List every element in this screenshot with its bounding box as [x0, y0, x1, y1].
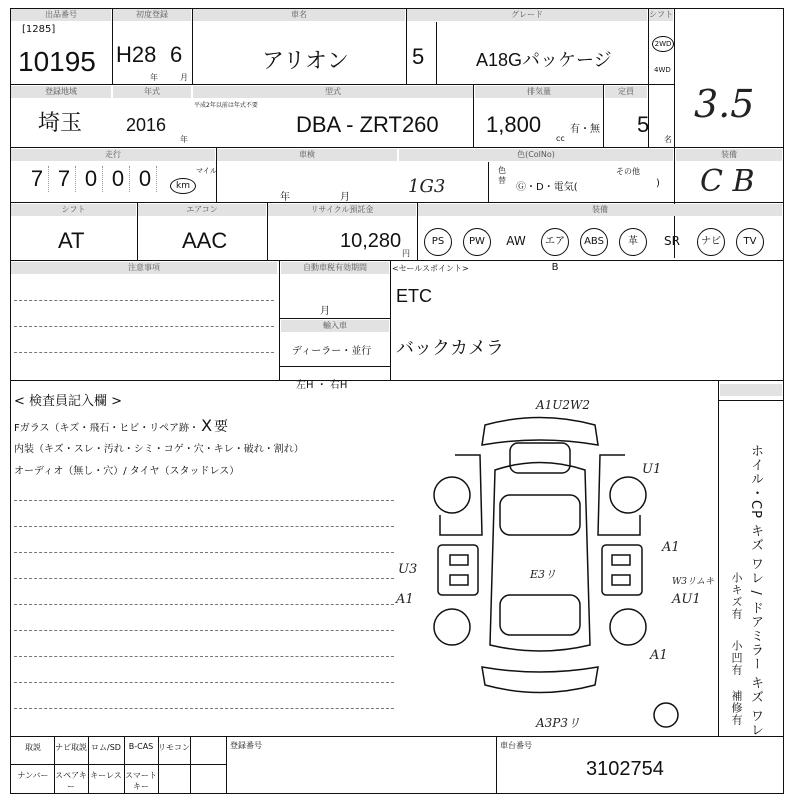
equipment-item: PW [463, 228, 491, 256]
handle-side: 左H ・ 右H [296, 380, 348, 391]
mark-door-r3: AU1 [672, 592, 701, 607]
mark-roof: E3リ [530, 568, 557, 581]
footer-cell: スペアキー [55, 771, 87, 791]
mileage-digit: 7 [26, 166, 49, 192]
side-note: ホイル・CP キズ ワレ / ドアミラー キズ ワレ [748, 444, 763, 738]
equipment-item: ナビ [697, 228, 725, 256]
model-year: 2016 [126, 115, 167, 135]
lot-header: 出品番号 [11, 9, 111, 21]
mileage-digit: 7 [53, 166, 76, 192]
transmission: AT [58, 228, 85, 253]
door-count: 5 [412, 44, 425, 69]
sales-point-1: ETC [396, 286, 432, 306]
equipment-item: 革 [619, 228, 647, 256]
footer-bot-cells [12, 770, 226, 791]
mark-rear-fender-r: A1 [650, 648, 668, 663]
reg-month: 6 [170, 42, 183, 67]
footer-cell: リモコン [158, 743, 190, 752]
shift-header: シフト [649, 10, 673, 19]
mark-door-l: U3 [398, 562, 418, 577]
equipment-item: AW [506, 234, 526, 248]
mileage-digits [26, 166, 157, 192]
dealer-option: ディーラー・並行 [292, 346, 372, 357]
color-code: 1G3 [408, 176, 446, 197]
footer-cell: ロム/SD [91, 743, 121, 752]
drive-2wd: 2WD [652, 36, 674, 52]
footer-cell: 取説 [25, 743, 41, 752]
footer-cell: キーレス [90, 771, 122, 780]
mark-fender-r: U1 [642, 462, 662, 477]
chassis-number: 3102754 [586, 758, 664, 780]
footer-cell: ナビ取説 [55, 743, 87, 752]
mark-rear: A3P3リ [536, 716, 581, 730]
mark-front: A1U2W2 [536, 398, 591, 412]
mark-door-l2: A1 [396, 592, 414, 607]
equipment-item: PS [424, 228, 452, 256]
inspector-line-3: オーディオ（無し・穴）/ タイヤ（スタッドレス） [14, 466, 240, 477]
grade-header: グレード [407, 9, 647, 21]
interior-grade: C B [700, 164, 755, 199]
mark-door-r1: A1 [662, 540, 680, 555]
turbo-option: 有・無 [570, 124, 600, 135]
mileage-digit: 0 [134, 166, 157, 192]
fuel-type: Ⓖ・D・電気( [516, 182, 578, 193]
equipment-item: TV [736, 228, 764, 256]
inspector-header: < 検査員記入欄 > [14, 394, 123, 409]
footer-cell: スマートキー [125, 771, 157, 791]
equipment-item: ABS [580, 228, 608, 256]
km-unit: km [170, 178, 196, 194]
reg-header: 初度登録 [113, 9, 191, 21]
sales-point-2: バックカメラ [396, 338, 504, 358]
inspector-line-1: Fガラス（キズ・飛石・ヒビ・リペア跡・ X 要 [14, 416, 229, 435]
inspector-line-2: 内装（キズ・スレ・汚れ・シミ・コゲ・穴・キレ・破れ・割れ） [14, 444, 304, 455]
frame-left [10, 8, 11, 794]
grade-value: A18Gパッケージ [476, 50, 612, 70]
car-diagram [400, 395, 720, 735]
score: 3.5 [694, 82, 755, 126]
model-code: DBA - ZRT260 [296, 112, 439, 137]
footer-cell: ナンバー [17, 771, 49, 780]
footer-cell: B-CAS [128, 742, 154, 751]
equipment-list [424, 228, 782, 273]
recycle-fee: 10,280 [340, 230, 402, 252]
footer-top-cells [12, 742, 226, 760]
reg-era: H28 [116, 42, 157, 67]
displacement: 1,800 [486, 112, 542, 137]
capacity: 5 [637, 112, 650, 137]
equipment-item: SR [664, 234, 680, 248]
lot-bracket: [1285] [22, 24, 56, 35]
region: 埼玉 [38, 110, 83, 135]
aircon: AAC [182, 228, 228, 253]
car-name: アリオン [262, 48, 349, 73]
mark-door-r2: W3リムキ [672, 577, 714, 587]
lot-number: 10195 [18, 46, 96, 77]
mileage-digit: 0 [107, 166, 130, 192]
frame-right [783, 8, 784, 794]
frame-bottom [10, 793, 784, 794]
drive-4wd: 4WD [654, 66, 671, 74]
mileage-digit: 0 [80, 166, 103, 192]
equipment-item: エアB [541, 228, 569, 256]
name-header: 車名 [193, 9, 405, 21]
